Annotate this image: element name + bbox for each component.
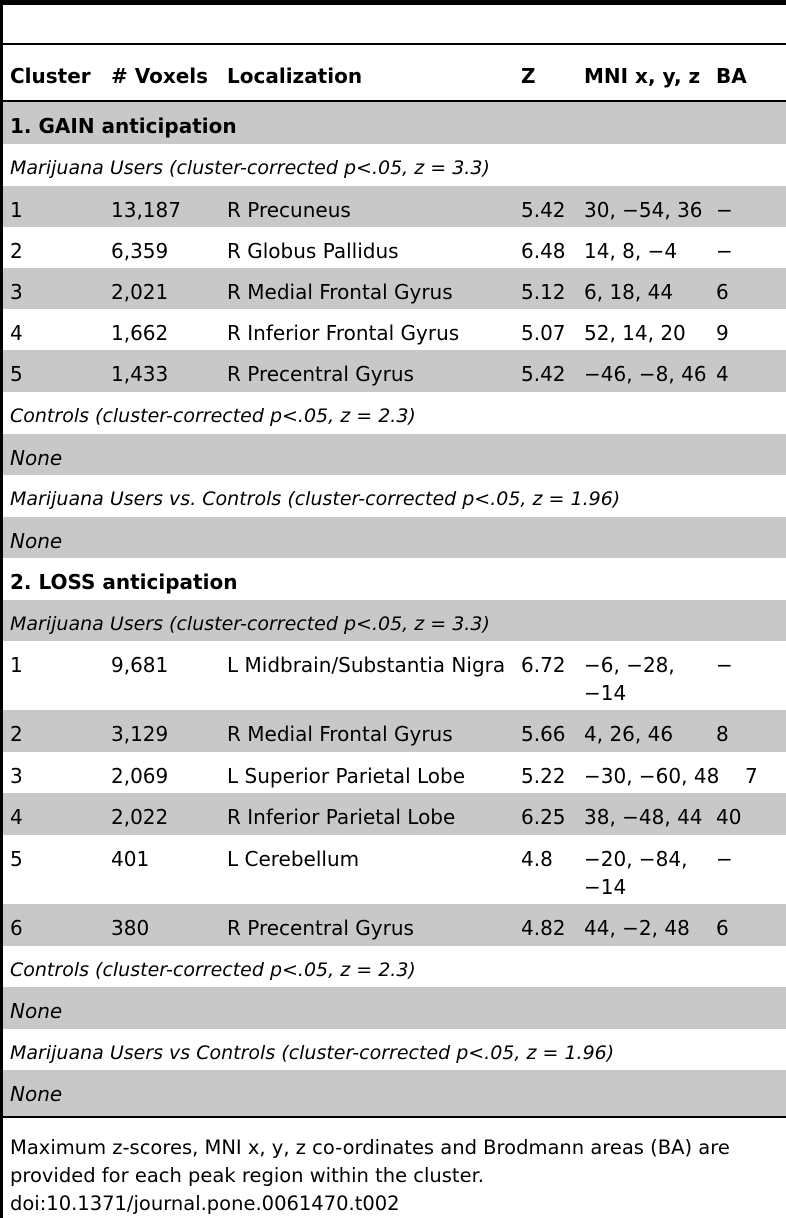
- cell-mni: 30, −54, 36: [584, 198, 703, 222]
- cell-z: 4.8: [521, 847, 553, 871]
- table-row: [3, 904, 786, 946]
- cell-z: 5.22: [521, 764, 566, 788]
- table-row: [3, 227, 786, 268]
- cell-cluster: 4: [10, 321, 23, 345]
- cell-localization: L Midbrain/Substantia Nigra: [227, 653, 506, 677]
- cell-cluster: 5: [10, 847, 23, 871]
- cell-localization: R Precentral Gyrus: [227, 362, 414, 386]
- table-row: [3, 186, 786, 227]
- cell-cluster: 3: [10, 764, 23, 788]
- cell-voxels: 380: [111, 916, 150, 940]
- cell-ba: 9: [716, 321, 729, 345]
- none-label: None: [10, 1082, 63, 1106]
- col-header-localization: Localization: [227, 64, 363, 88]
- none-row: [3, 434, 786, 475]
- cell-cluster: 5: [10, 362, 23, 386]
- col-header-ba: BA: [716, 64, 747, 88]
- cell-localization: L Cerebellum: [227, 847, 360, 871]
- table-row: [3, 793, 786, 835]
- subgroup-label: Controls (cluster-corrected p<.05, z = 2.3): [10, 959, 416, 981]
- cell-localization: L Superior Parietal Lobe: [227, 764, 466, 788]
- table-row: [3, 641, 786, 710]
- cell-mni: 44, −2, 48: [584, 916, 690, 940]
- none-label: None: [10, 999, 63, 1023]
- col-header-voxels: # Voxels: [111, 64, 209, 88]
- subgroup-row: [3, 144, 786, 186]
- subgroup-row: [3, 1029, 786, 1070]
- cell-voxels: 13,187: [111, 198, 181, 222]
- cell-z: 5.12: [521, 280, 566, 304]
- col-header-cluster: Cluster: [10, 64, 91, 88]
- header-top-rule: [0, 43, 786, 45]
- top-border: [0, 0, 786, 5]
- cell-z: 5.42: [521, 198, 566, 222]
- section-row-loss: [3, 558, 786, 600]
- cell-voxels: 401: [111, 847, 150, 871]
- cell-voxels: 2,021: [111, 280, 169, 304]
- none-row: [3, 987, 786, 1029]
- table-row: [3, 835, 786, 904]
- cell-ba: −: [716, 653, 733, 677]
- doi-text: doi:10.1371/journal.pone.0061470.t002: [10, 1192, 400, 1215]
- subgroup-row: [3, 946, 786, 987]
- table-row: [3, 752, 786, 793]
- cell-localization: R Medial Frontal Gyrus: [227, 280, 453, 304]
- cell-mni: 52, 14, 20: [584, 321, 686, 345]
- cell-mni: 6, 18, 44: [584, 280, 674, 304]
- col-header-mni: MNI x, y, z: [584, 64, 701, 88]
- subgroup-label: Marijuana Users vs Controls (cluster-corrected p<.05, z = 1.96): [10, 1042, 615, 1064]
- cell-localization: R Inferior Frontal Gyrus: [227, 321, 460, 345]
- section-title-loss: 2. LOSS anticipation: [10, 570, 238, 594]
- none-row: [3, 517, 786, 558]
- subgroup-label: Controls (cluster-corrected p<.05, z = 2.3): [10, 405, 416, 427]
- cell-localization: R Medial Frontal Gyrus: [227, 722, 453, 746]
- cell-ba: 4: [716, 362, 729, 386]
- table-footnote: [10, 1134, 770, 1218]
- cell-z: 5.66: [521, 722, 566, 746]
- cell-localization: R Inferior Parietal Lobe: [227, 805, 456, 829]
- subgroup-row: [3, 475, 786, 517]
- cell-voxels: 6,359: [111, 239, 169, 263]
- cell-cluster: 2: [10, 722, 23, 746]
- cell-mni: 14, 8, −4: [584, 239, 678, 263]
- cell-localization: R Precentral Gyrus: [227, 916, 414, 940]
- cell-cluster: 1: [10, 198, 23, 222]
- cell-localization: R Globus Pallidus: [227, 239, 399, 263]
- cell-z: 6.72: [521, 653, 566, 677]
- cell-mni: −46, −8, 46: [584, 362, 707, 386]
- cell-cluster: 2: [10, 239, 23, 263]
- cell-cluster: 4: [10, 805, 23, 829]
- section-row-gain: [3, 102, 786, 144]
- cell-ba: −: [716, 198, 733, 222]
- footnote-line: Maximum z-scores, MNI x, y, z co-ordinates and Brodmann areas (BA) are: [10, 1136, 730, 1159]
- table-header-row: [3, 52, 786, 100]
- none-label: None: [10, 529, 63, 553]
- cell-ba: 6: [716, 916, 729, 940]
- cell-z: 5.07: [521, 321, 566, 345]
- cell-mni: 38, −48, 44: [584, 805, 703, 829]
- cell-mni: 4, 26, 46: [584, 722, 674, 746]
- cell-voxels: 2,022: [111, 805, 169, 829]
- cell-mni: −30, −60, 48: [584, 764, 720, 788]
- cell-voxels: 1,662: [111, 321, 169, 345]
- cell-ba: 40: [716, 805, 742, 829]
- none-row: [3, 1070, 786, 1116]
- subgroup-label: Marijuana Users (cluster-corrected p<.05, z = 3.3): [10, 613, 490, 635]
- cell-cluster: 3: [10, 280, 23, 304]
- subgroup-label: Marijuana Users vs. Controls (cluster-corrected p<.05, z = 1.96): [10, 488, 621, 510]
- cell-voxels: 3,129: [111, 722, 169, 746]
- cell-localization: R Precuneus: [227, 198, 351, 222]
- cell-cluster: 6: [10, 916, 23, 940]
- table-row: [3, 350, 786, 392]
- cell-voxels: 1,433: [111, 362, 169, 386]
- cell-ba: 6: [716, 280, 729, 304]
- cell-ba: −: [716, 239, 733, 263]
- cell-ba: −: [716, 847, 733, 871]
- cell-z: 6.48: [521, 239, 566, 263]
- cell-ba: 7: [745, 764, 758, 788]
- cell-z: 4.82: [521, 916, 566, 940]
- subgroup-row: [3, 392, 786, 434]
- cell-ba: 8: [716, 722, 729, 746]
- cell-z: 5.42: [521, 362, 566, 386]
- none-label: None: [10, 446, 63, 470]
- table-bottom-rule: [0, 1116, 786, 1118]
- col-header-z: Z: [521, 64, 536, 88]
- table-row: [3, 268, 786, 309]
- subgroup-row: [3, 600, 786, 641]
- cell-cluster: 1: [10, 653, 23, 677]
- table-row: [3, 309, 786, 350]
- table-row: [3, 710, 786, 752]
- cell-voxels: 2,069: [111, 764, 169, 788]
- cell-voxels: 9,681: [111, 653, 169, 677]
- section-title-gain: 1. GAIN anticipation: [10, 114, 237, 138]
- cell-mni: −20, −84, −14: [584, 847, 688, 899]
- footnote-line: provided for each peak region within the cluster.: [10, 1164, 484, 1187]
- cell-mni: −6, −28, −14: [584, 653, 675, 705]
- subgroup-label: Marijuana Users (cluster-corrected p<.05, z = 3.3): [10, 157, 490, 179]
- cell-z: 6.25: [521, 805, 566, 829]
